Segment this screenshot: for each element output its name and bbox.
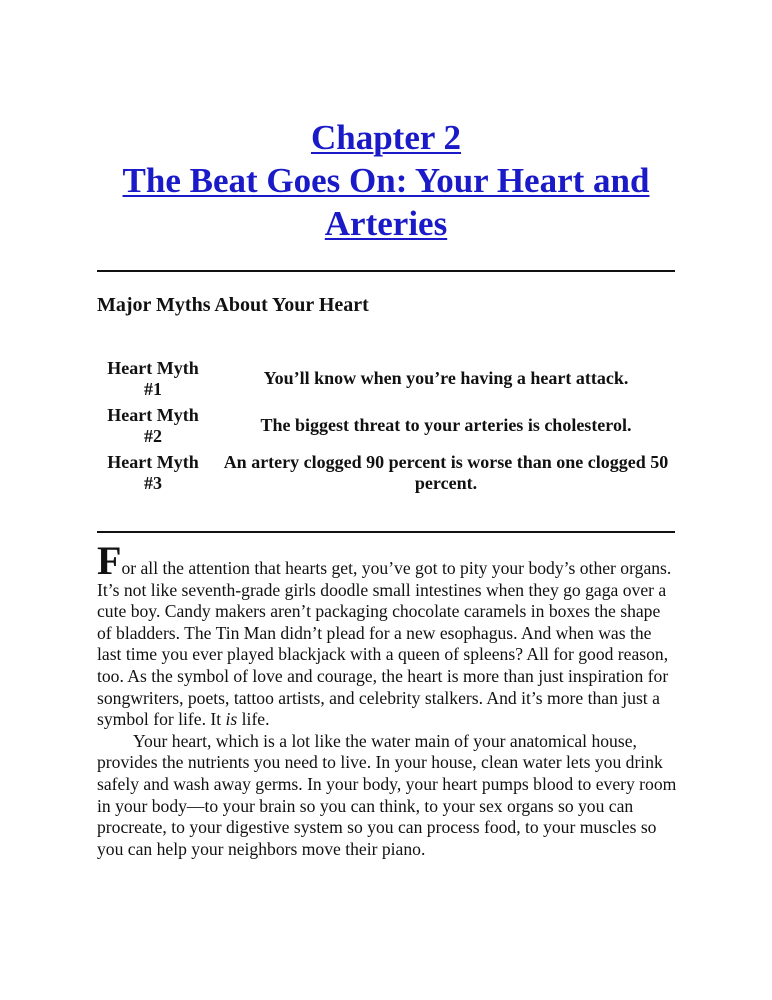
- myth-label: Heart Myth #1: [107, 357, 199, 399]
- chapter-number-link[interactable]: Chapter 2: [310, 118, 462, 157]
- paragraph-1-lead: or all the attention that hearts get, you’ve got to pity your body’s other organs. It’s not like seventh-grade girls doodle small intestines when they go gaga over a cute boy. Candy makers aren’t packaging chocolate caramels in boxes the shape of bladders. The Tin Man didn’t plead for a new esophagus. And when was the last time you ever played blackjack with a queen of spleens? All for good reason, too. As the symbol of love and courage, the heart is more than just inspiration for songwriters, poets, tattoo artists, and celebrity stalkers. And it’s more than just a symbol for life. It: [97, 558, 672, 730]
- myth-label: Heart Myth #2: [107, 404, 199, 446]
- top-divider: [97, 270, 675, 272]
- section-heading: Major Myths About Your Heart: [97, 294, 369, 316]
- myth-text: The biggest threat to your arteries is cholesterol.: [260, 415, 632, 435]
- myth-row: [97, 355, 675, 402]
- paragraph-1: [97, 538, 677, 731]
- myth-row: [97, 402, 675, 449]
- emphasis-is: is: [225, 709, 238, 730]
- paragraph-1-text: [97, 538, 677, 731]
- heart-myths-table: [97, 355, 675, 496]
- myth-text: An artery clogged 90 percent is worse than one clogged 50 percent.: [223, 451, 669, 493]
- body-text: [97, 538, 677, 860]
- myth-text: You’ll know when you’re having a heart attack.: [263, 368, 629, 388]
- chapter-name-link[interactable]: The Beat Goes On: Your Heart and Arteries: [122, 161, 650, 243]
- chapter-title: [97, 116, 675, 245]
- paragraph-1-tail: life.: [237, 709, 270, 730]
- myth-label: Heart Myth #3: [107, 451, 199, 493]
- drop-cap: F: [97, 538, 122, 583]
- paragraph-2: Your heart, which is a lot like the water main of your anatomical house, provides the nutrients you need to live. In your house, clean water lets you drink safely and wash away germs. In your body, your heart pumps blood to every room in your body—to your brain so you can think, to your sex organs so you can procreate, to your digestive system so you can process food, to your muscles so you can help your neighbors move their piano.: [97, 730, 677, 859]
- myth-row: [97, 449, 675, 496]
- bottom-divider: [97, 531, 675, 533]
